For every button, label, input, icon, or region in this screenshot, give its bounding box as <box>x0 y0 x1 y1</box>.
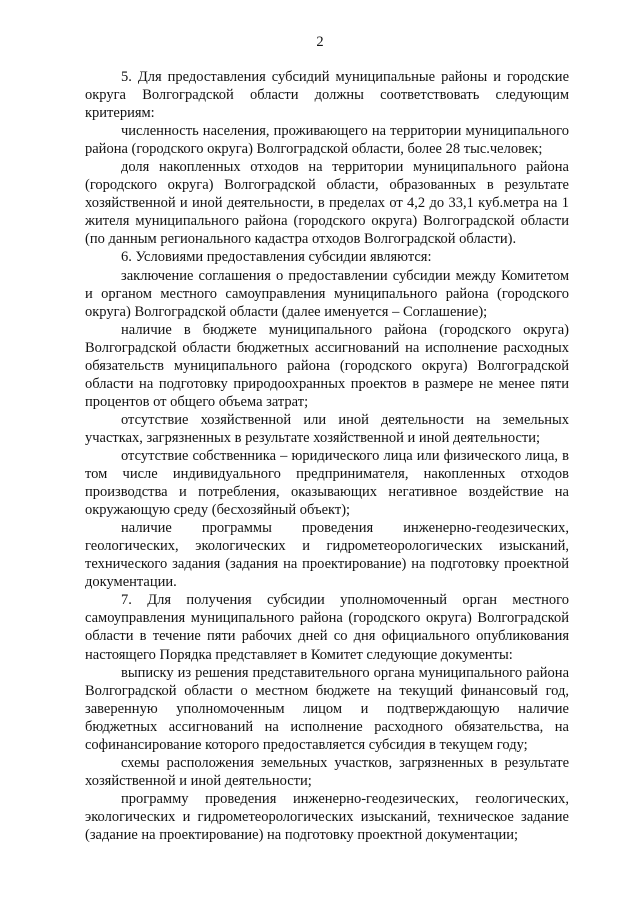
paragraph-survey-program-condition: наличие программы проведения инженерно-геодезических, геологических, экологических и гидрометеорологических изысканий, технического задания (задания на проектирование) на подготовку проектной документации. <box>85 520 569 591</box>
paragraph-land-schemes-document: схемы расположения земельных участков, загрязненных в результате хозяйственной и иной деятельности; <box>85 754 569 789</box>
page-number: 2 <box>316 34 324 50</box>
paragraph-budget-condition: наличие в бюджете муниципального района (городского округа) Волгоградской области бюджетных ассигнований на исполнение расходных обязательств муниципального района (городского округа) Волгоградской области на подготовку природоохранных проектов в размере не менее пяти процентов от общего объема затрат; <box>85 321 569 410</box>
paragraph-budget-extract-document: выписку из решения представительного органа муниципального района Волгоградской области о местном бюджете на текущий финансовый год, заверенную уполномоченным лицом и подтверждающую наличие бюджетных ассигнований на исполнение расходного обязательства, на софинансирование которого предоставляется субсидия в текущем году; <box>85 664 569 753</box>
paragraph-survey-program-document: программу проведения инженерно-геодезических, геологических, экологических и гидрометеорологических изысканий, техническое задание (задание на проектирование) на подготовку проектной документации; <box>85 790 569 843</box>
paragraph-no-owner-condition: отсутствие собственника – юридического лица или физического лица, в том числе индивидуального предпринимателя, накопленных отходов производства и потребления, оказывающих негативное воздействие на окружающую среду (бесхозяйный объект); <box>85 447 569 519</box>
paragraph-population-criterion: численность населения, проживающего на территории муниципального района (городского округа) Волгоградской области, более 28 тыс.человек; <box>85 123 569 158</box>
paragraph-7-documents-intro: 7. Для получения субсидии уполномоченный орган местного самоуправления муниципального района (городского округа) Волгоградской области в течение пяти рабочих дней со дня официального опубликования настоящего Порядка представляет в Комитет следующие документы: <box>85 592 569 663</box>
document-body <box>85 68 569 844</box>
paragraph-5-criteria-intro: 5. Для предоставления субсидий муниципальные районы и городские округа Волгоградской области должны соответствовать следующим критериям: <box>85 69 569 122</box>
paragraph-waste-share-criterion: доля накопленных отходов на территории муниципального района (городского округа) Волгоградской области, образованных в результате хозяйственной и иной деятельности, в пределах от 4,2 до 33,1 куб.метра на 1 жителя муниципального района (городского округа) Волгоградской области (по данным регионального кадастра отходов Волгоградской области). <box>85 159 569 248</box>
paragraph-agreement-condition: заключение соглашения о предоставлении субсидии между Комитетом и органом местного самоуправления муниципального района (городского округа) Волгоградской области (далее именуется – Соглашение); <box>85 267 569 320</box>
paragraph-6-conditions-intro: 6. Условиями предоставления субсидии являются: <box>121 249 432 266</box>
paragraph-no-activity-condition: отсутствие хозяйственной или иной деятельности на земельных участках, загрязненных в результате хозяйственной и иной деятельности; <box>85 411 569 446</box>
